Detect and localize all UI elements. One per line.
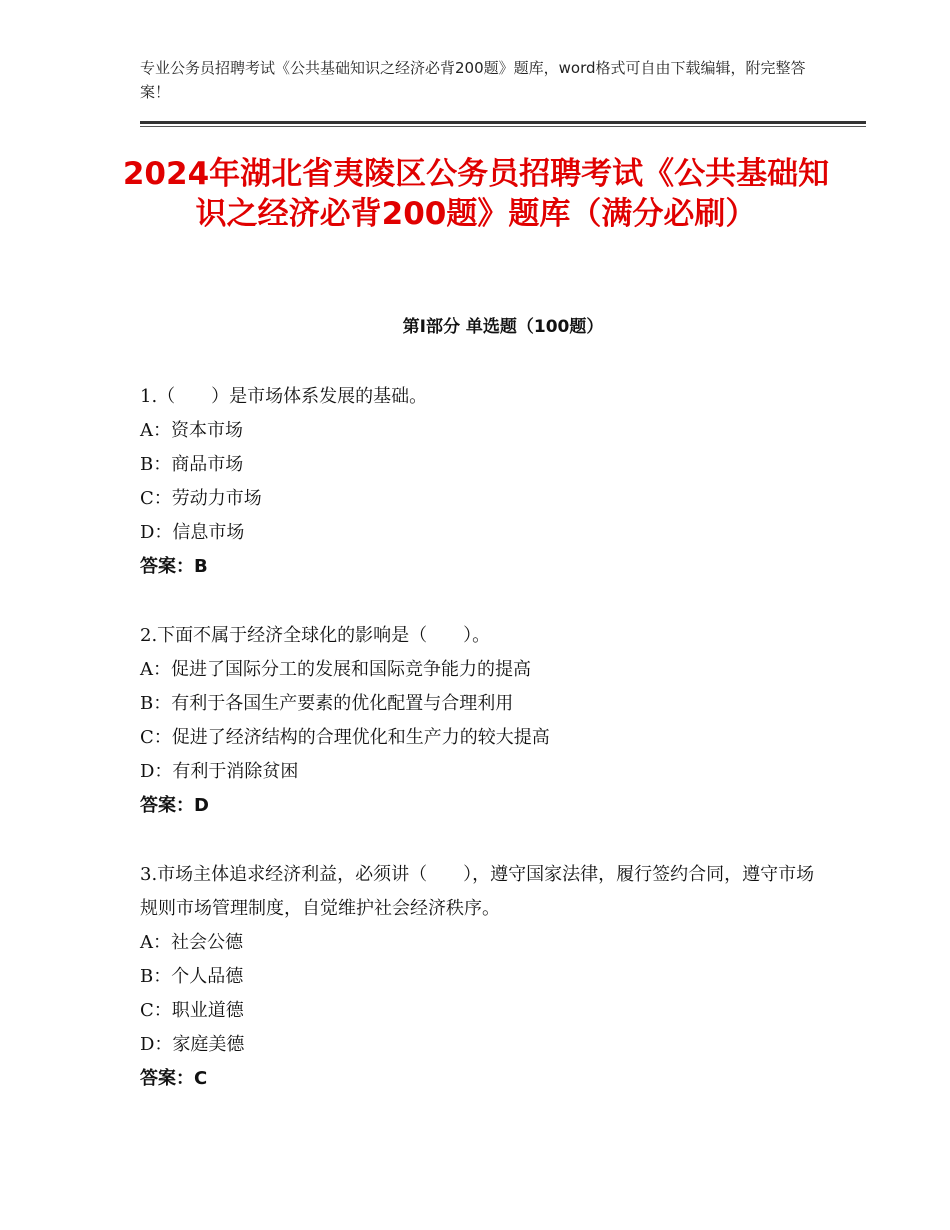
- option-a: A：社会公德: [140, 932, 243, 953]
- option-d: D：家庭美德: [140, 1034, 245, 1055]
- option-c: C：职业道德: [140, 1000, 244, 1021]
- question-stem: 3.市场主体追求经济利益，必须讲（ ），遵守国家法律，履行签约合同，遵守市场规则市场管理制度，自觉维护社会经济秩序。: [140, 864, 815, 919]
- question-2: [140, 619, 820, 823]
- option-a: A：资本市场: [140, 420, 243, 441]
- answer-line: 答案：D: [140, 795, 209, 816]
- option-b: B：商品市场: [140, 454, 244, 475]
- option-a: A：促进了国际分工的发展和国际竞争能力的提高: [140, 659, 531, 680]
- question-1: [140, 380, 820, 584]
- question-stem: 2.下面不属于经济全球化的影响是（ ）。: [140, 625, 491, 646]
- answer-line: 答案：C: [140, 1068, 208, 1089]
- option-c: C：劳动力市场: [140, 488, 262, 509]
- answer-line: 答案：B: [140, 556, 208, 577]
- option-b: B：有利于各国生产要素的优化配置与合理利用: [140, 693, 514, 714]
- option-c: C：促进了经济结构的合理优化和生产力的较大提高: [140, 727, 550, 748]
- header-divider-thin: [140, 126, 866, 127]
- option-b: B：个人品德: [140, 966, 244, 987]
- section-heading: 第Ⅰ部分 单选题（100题）: [402, 317, 604, 337]
- document-title: 2024年湖北省夷陵区公务员招聘考试《公共基础知识之经济必背200题》题库（满分必刷）: [122, 156, 830, 232]
- option-d: D：信息市场: [140, 522, 245, 543]
- header-note: 专业公务员招聘考试《公共基础知识之经济必背200题》题库，word格式可自由下载编辑，附完整答案！: [140, 59, 806, 101]
- option-d: D：有利于消除贫困: [140, 761, 299, 782]
- question-stem: 1.（ ）是市场体系发展的基础。: [140, 386, 428, 407]
- header-divider-thick: [140, 121, 866, 124]
- question-3: [140, 858, 820, 1096]
